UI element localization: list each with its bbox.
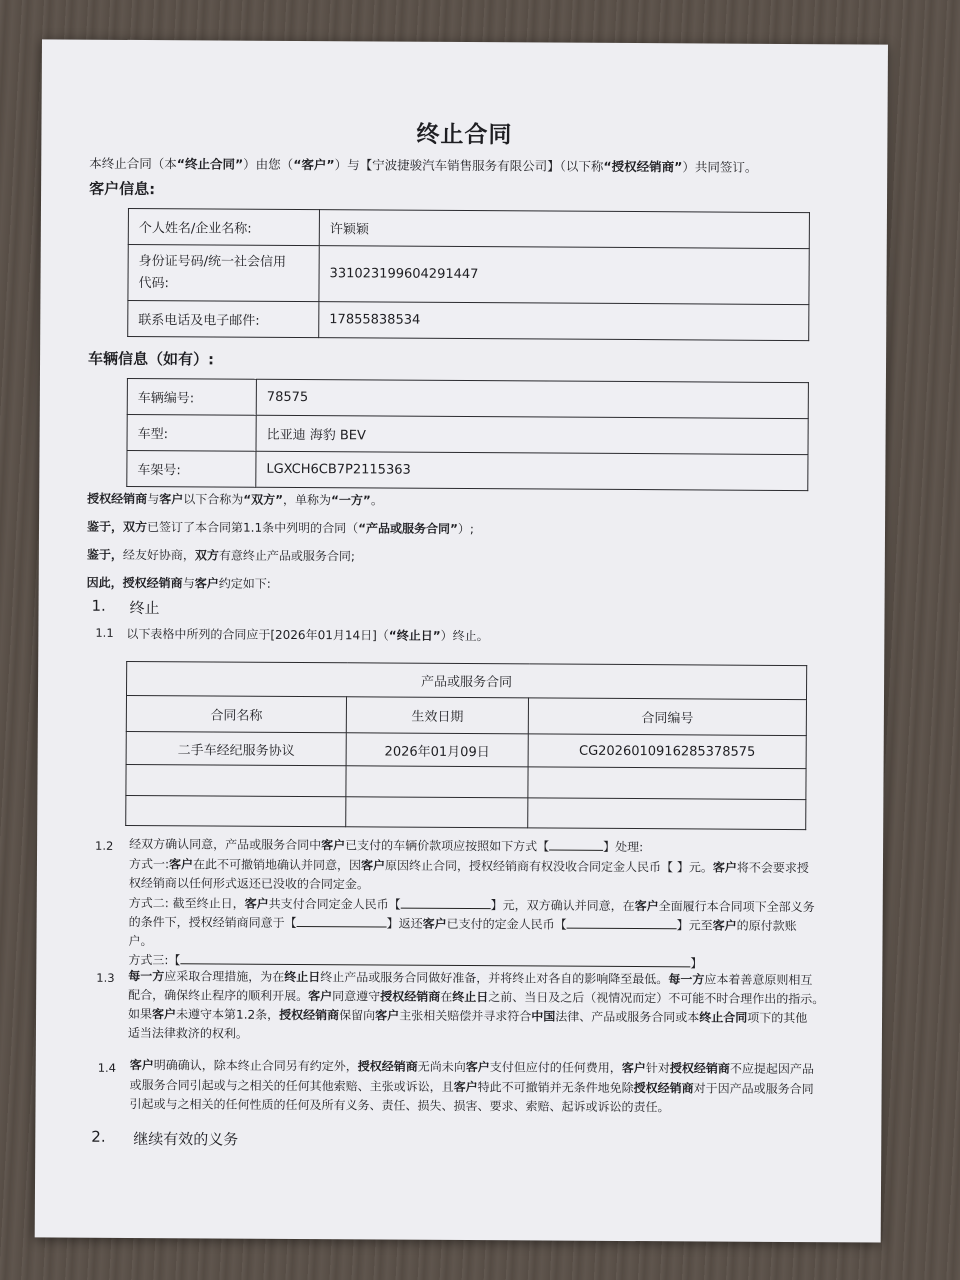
intro-term: “授权经销商” <box>603 158 683 175</box>
text: 或服务合同引起或与之相关的任何其他索赔、主张或诉讼，且 <box>129 1077 454 1094</box>
text: 法律、产品或服务合同或本 <box>555 1009 700 1025</box>
term: 客户 <box>152 1007 177 1022</box>
text: 的条件下，授权经销商同意于【 <box>128 914 297 930</box>
text: 】处理: <box>603 839 644 855</box>
customer-info-heading: 客户信息: <box>89 179 156 199</box>
intro-term: “客户” <box>293 156 335 173</box>
text: 将不会要求授 <box>736 860 809 876</box>
text: 以下合称为 <box>183 492 244 507</box>
term: “产品或服务合同” <box>358 521 458 536</box>
clause-1-2-option-2 <box>129 894 815 915</box>
text: 与 <box>147 492 160 507</box>
text: 约定如下: <box>218 576 271 591</box>
text: 原因终止合同，授权经销商有权没收合同定金人民币【 】元。 <box>385 858 713 875</box>
vehicle-info-table <box>126 378 809 491</box>
text: 无尚未向 <box>417 1059 466 1075</box>
blank-field <box>401 896 491 910</box>
empty-cell <box>126 764 346 796</box>
text: ，单称为 <box>283 492 332 508</box>
clause-1-2-line-1 <box>129 835 643 855</box>
text: 全面履行本合同项下全部义务 <box>658 899 815 915</box>
term: 授权经销商 <box>87 491 148 507</box>
term: 客户 <box>361 858 386 873</box>
text: 已签订了本合同第1.1条中列明的合同（ <box>147 520 359 536</box>
text: 】元至 <box>676 918 713 933</box>
clause-1-2-option-1 <box>129 855 809 876</box>
term: “双方” <box>243 492 284 507</box>
text: 之前、当日及之后（视情况而定）不可能不时合理作出的指示。 <box>488 990 825 1007</box>
term: 终止合同 <box>699 1010 748 1025</box>
text: 以下表格中所列的合同应于[2026年01月14日]（ <box>126 626 389 643</box>
term: 终止日 <box>452 989 489 1005</box>
vin-value: LGXCH6CB7P2115363 <box>256 451 808 490</box>
label-line: 身份证号码/统一社会信用 <box>138 253 287 270</box>
empty-cell <box>346 766 528 798</box>
empty-cell <box>528 798 806 830</box>
table-row <box>126 731 806 768</box>
clause-1-4-line-2 <box>130 1076 814 1097</box>
term: 客户 <box>168 857 194 872</box>
term: 授权经销商 <box>633 1081 694 1096</box>
text: 保留向 <box>339 1008 376 1023</box>
blank-field <box>567 916 677 930</box>
phone-value: 17855838534 <box>319 302 809 341</box>
document-title: 终止合同 <box>416 121 513 149</box>
section-2-title: 继续有效的义务 <box>133 1129 239 1149</box>
customer-name-value: 许颖颖 <box>319 210 809 249</box>
term: 授权经销商 <box>122 575 183 591</box>
text: 应采取合理措施，为在 <box>164 969 285 984</box>
text: 】 <box>690 956 703 971</box>
term: 中国 <box>531 1009 556 1024</box>
term: “一方” <box>331 493 371 508</box>
text: 应本着善意原则相互 <box>704 972 813 988</box>
vehicle-info-heading: 车辆信息（如有）: <box>88 349 215 369</box>
section-2-number: 2. <box>91 1127 106 1146</box>
term: 每一方 <box>128 968 165 984</box>
clause-1-3-line-3 <box>128 1005 807 1026</box>
table-row <box>127 414 808 454</box>
intro-text: 本终止合同（本 <box>89 155 177 172</box>
empty-cell <box>346 797 528 828</box>
field-label: 车辆编号: <box>127 378 256 415</box>
section-1-title: 终止 <box>129 598 160 618</box>
term: 授权经销商 <box>669 1061 730 1076</box>
table-row <box>128 208 809 248</box>
field-label: 联系电话及电子邮件: <box>128 300 319 337</box>
text: 如果 <box>128 1006 153 1022</box>
text: 与 <box>182 576 195 591</box>
blank-field <box>180 951 690 967</box>
text: 项下的其他 <box>747 1010 808 1026</box>
table-row-empty <box>126 795 806 829</box>
id-number-value: 331023199604291447 <box>319 246 809 305</box>
intro-text: ）共同签订。 <box>682 159 758 175</box>
contract-name-cell: 二手车经纪服务协议 <box>126 731 346 765</box>
col-header-date: 生效日期 <box>346 697 528 734</box>
text: 方式一: <box>128 856 170 872</box>
intro-text: ）与【宁波捷骏汽车销售服务有限公司】（以下称 <box>334 157 604 174</box>
term: 因此， <box>86 575 123 590</box>
text: 共支付合同定金人民币【 <box>268 896 401 912</box>
intro-term: “终止合同” <box>176 156 244 172</box>
text: 不应提起因产品 <box>729 1061 814 1077</box>
text: 经双方确认同意，产品或服务合同中 <box>129 836 322 853</box>
term: 客户 <box>321 838 346 853</box>
text: 方式三:【 <box>128 952 181 968</box>
blank-field <box>549 838 603 851</box>
table-row <box>128 300 809 340</box>
vehicle-id-value: 78575 <box>256 379 808 418</box>
table-row <box>128 244 809 304</box>
text: 在 <box>440 989 453 1004</box>
clause-1-2-option-2-cont2: 户。 <box>128 933 153 949</box>
text: 已支付的定金人民币【 <box>446 916 567 932</box>
term: 双方 <box>123 519 148 535</box>
text: 】返还 <box>386 916 423 931</box>
clause-1-3-number: 1.3 <box>96 970 115 985</box>
clause-1-4-line-3: 引起或与之相关的任何性质的任何及所有义务、责任、损失、损害、要求、索赔、起诉或诉讼的责任。 <box>129 1096 670 1115</box>
term: 客户 <box>634 899 659 914</box>
clause-1-3-line-4: 适当法律救济的权利。 <box>127 1025 248 1041</box>
term: 客户 <box>712 918 737 933</box>
text: 经友好协商， <box>122 547 195 563</box>
clause-1-1-text <box>126 625 488 644</box>
clause-1-3-line-1 <box>128 967 812 988</box>
field-label: 个人姓名/企业名称: <box>128 208 319 245</box>
table-row <box>127 378 808 418</box>
text: 同意遵守 <box>332 989 381 1004</box>
text: 有意终止产品或服务合同; <box>218 548 355 564</box>
term: 每一方 <box>668 972 705 987</box>
text: 配合，确保终止程序的顺利开展。 <box>128 987 309 1004</box>
clause-1-2-option-2-cont <box>129 913 797 934</box>
intro-text: ）由您（ <box>243 156 294 172</box>
term: 终止日 <box>284 969 321 985</box>
term: 客户 <box>129 1057 154 1073</box>
contract-page <box>35 39 888 1242</box>
intro-paragraph <box>89 154 757 176</box>
term: 客户 <box>712 860 737 875</box>
empty-cell <box>528 767 806 800</box>
clause-1-3-line-2 <box>128 986 824 1007</box>
contract-date-cell: 2026年01月09日 <box>346 733 528 767</box>
text: 】元，双方确认并同意，在 <box>490 898 635 914</box>
section-1-number: 1. <box>91 596 106 615</box>
clause-1-2-number: 1.2 <box>95 838 114 853</box>
term: 客户 <box>465 1060 490 1075</box>
term: 鉴于， <box>86 519 124 534</box>
recital-whereas-2 <box>87 546 355 565</box>
text: 未遵守本第1.2条， <box>176 1007 280 1022</box>
recital-parties <box>87 490 383 509</box>
vehicle-model-value: 比亚迪 海豹 BEV <box>256 415 808 454</box>
col-header-name: 合同名称 <box>126 695 346 732</box>
clause-1-4-number: 1.4 <box>97 1060 117 1075</box>
text: 的原付款账 <box>736 918 797 934</box>
field-label: 车架号: <box>127 450 256 487</box>
text: 针对 <box>645 1061 670 1076</box>
blank-field <box>297 914 387 928</box>
table-header-row <box>126 695 806 735</box>
text: 明确确认，除本终止合同另有约定外， <box>153 1058 358 1074</box>
clause-1-1-number: 1.1 <box>95 625 114 640</box>
contract-number-cell: CG2026010916285378575 <box>528 734 806 769</box>
text: 对于因产品或服务合同 <box>693 1081 814 1097</box>
term: 授权经销商 <box>357 1059 418 1074</box>
term: “终止日” <box>388 628 441 643</box>
field-label: 车型: <box>127 414 256 451</box>
field-label <box>128 244 319 301</box>
term: 客户 <box>244 896 269 911</box>
text: 支付但应付的任何费用， <box>489 1060 622 1075</box>
text: 。 <box>370 493 383 508</box>
text: ）; <box>457 521 475 537</box>
customer-info-table <box>127 208 810 341</box>
term: 客户 <box>422 916 447 931</box>
empty-cell <box>126 795 346 826</box>
table-row-empty <box>126 764 806 799</box>
text: 终止产品或服务合同做好准备，并将终止对各自的影响降至最低。 <box>320 970 669 987</box>
term: 客户 <box>621 1060 646 1076</box>
text: ）终止。 <box>440 628 489 644</box>
contracts-table <box>125 661 807 830</box>
recital-therefore <box>87 574 271 592</box>
table-row <box>127 450 808 490</box>
text: 已支付的车辆价款项应按照如下方式【 <box>345 838 550 854</box>
clause-1-2-option-1-cont: 权经销商以任何形式返还已没收的合同定金。 <box>128 875 369 892</box>
label-line: 代码: <box>138 275 169 291</box>
text: 在此不可撤销地确认并同意，因 <box>192 857 362 873</box>
term: 授权经销商 <box>380 989 441 1004</box>
term: 客户 <box>194 576 219 591</box>
term: 客户 <box>308 989 333 1004</box>
text: 主张相关赔偿并寻求符合 <box>399 1008 532 1024</box>
table-caption: 产品或服务合同 <box>127 661 807 699</box>
term: 双方 <box>194 548 219 563</box>
term: 客户 <box>159 492 184 507</box>
clause-1-4-line-1 <box>130 1056 814 1077</box>
term: 鉴于， <box>86 547 123 562</box>
term: 授权经销商 <box>279 1007 340 1023</box>
col-header-number: 合同编号 <box>528 698 806 736</box>
text: 特此不可撤销并无条件地免除 <box>477 1080 634 1096</box>
recital-whereas-1 <box>87 518 474 537</box>
term: 客户 <box>375 1008 400 1023</box>
text: 方式二: 截至终止日， <box>128 895 245 911</box>
term: 客户 <box>453 1079 478 1095</box>
table-caption-row <box>127 661 807 699</box>
